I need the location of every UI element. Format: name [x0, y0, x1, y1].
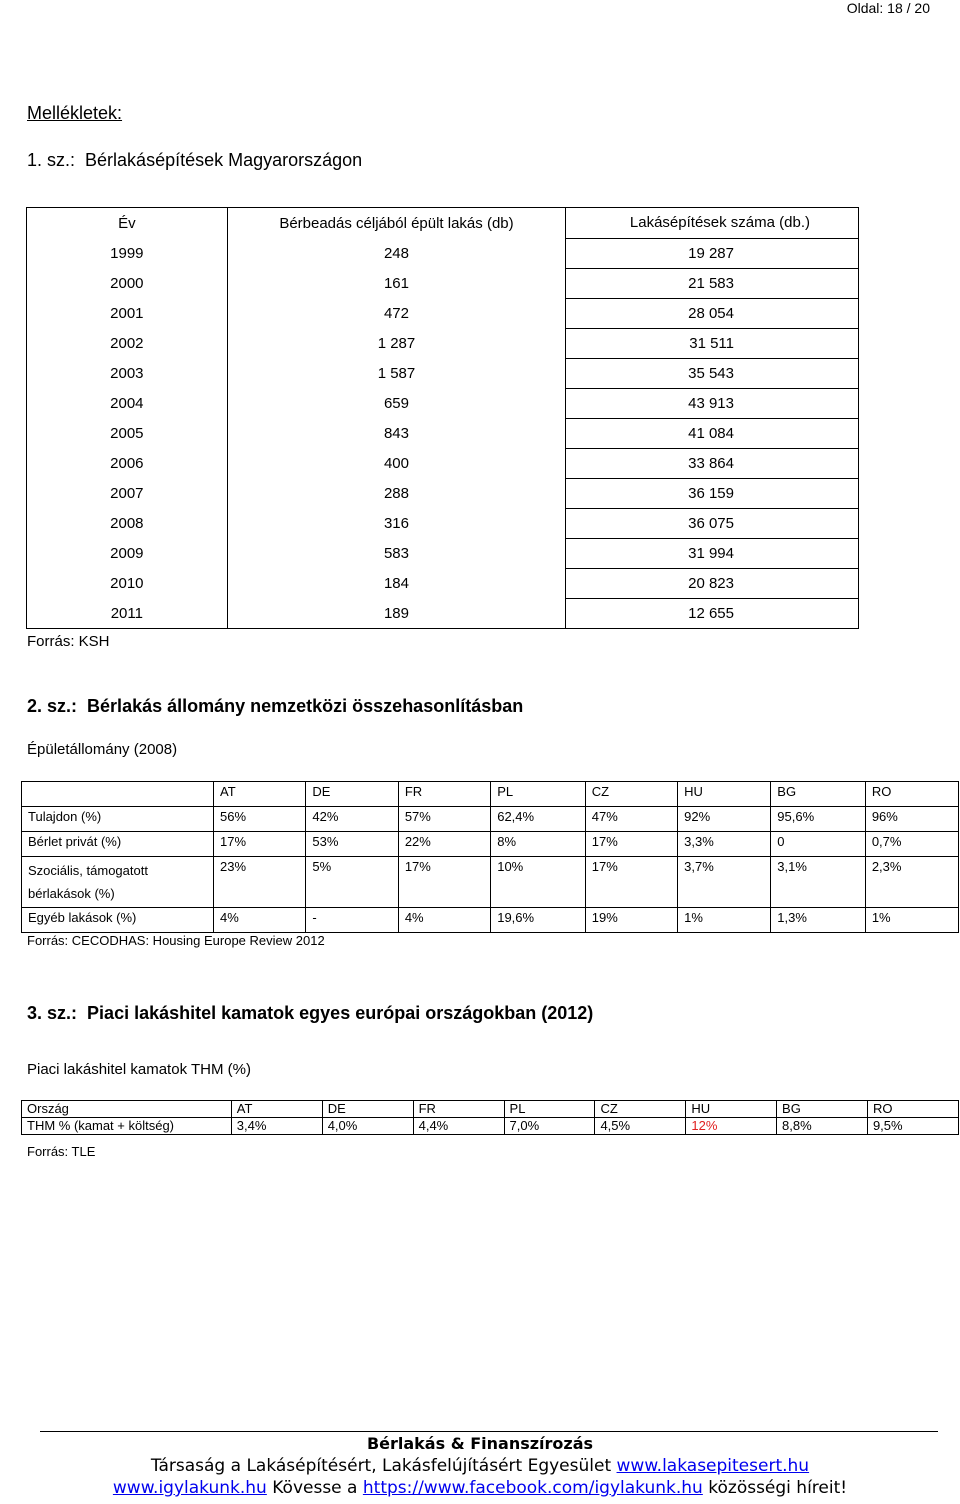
cell-total: 35 543	[566, 358, 859, 388]
cell-year: 1999	[27, 238, 228, 268]
cell-value: 92%	[678, 807, 771, 832]
cell-value: 17%	[585, 832, 677, 857]
header-rental-built: Bérbeadás céljából épült lakás (db)	[227, 208, 566, 239]
header-country: AT	[214, 782, 306, 807]
cell-value: 9,5%	[867, 1118, 958, 1135]
footer-org-title: Bérlakás & Finanszírozás	[366, 1434, 594, 1453]
header-year: Év	[27, 208, 228, 239]
header-country: FR	[398, 782, 490, 807]
footer-divider	[40, 1431, 938, 1432]
table-row	[27, 388, 859, 418]
header-total-built: Lakásépítések száma (db.)	[566, 208, 859, 239]
cell-total: 20 823	[566, 568, 859, 598]
cell-rental: 161	[227, 268, 566, 298]
cell-rental: 248	[227, 238, 566, 268]
header-country: BG	[771, 782, 866, 807]
cell-total: 31 994	[566, 538, 859, 568]
cell-total: 41 084	[566, 418, 859, 448]
row-label: Bérlet privát (%)	[22, 832, 214, 857]
cell-value: 0	[771, 832, 866, 857]
footer-line-3	[0, 1478, 960, 1498]
table-row	[22, 807, 959, 832]
footer-association-name: Társaság a Lakásépítésért, Lakásfelújításért Egyesület	[150, 1456, 612, 1476]
table-header-row	[22, 1101, 959, 1118]
cell-value-highlighted: 12%	[686, 1118, 777, 1135]
section-1-title: Bérlakásépítések Magyarországon	[85, 150, 363, 170]
cell-rental: 184	[227, 568, 566, 598]
source-ksh: Forrás: KSH	[27, 633, 110, 650]
source-cecodhas: Forrás: CECODHAS: Housing Europe Review 2012	[27, 933, 325, 948]
table-row	[22, 1118, 959, 1135]
cell-total: 19 287	[566, 238, 859, 268]
table-row	[27, 418, 859, 448]
cell-year: 2009	[27, 538, 228, 568]
cell-value: 3,4%	[231, 1118, 322, 1135]
cell-value: 19%	[585, 908, 677, 933]
table-row	[22, 908, 959, 933]
cell-value: 3,1%	[771, 857, 866, 908]
cell-value: 17%	[585, 857, 677, 908]
section-2-heading	[27, 696, 523, 717]
cell-total: 12 655	[566, 598, 859, 629]
table-row	[27, 538, 859, 568]
section-3-heading	[27, 1003, 593, 1024]
cell-value: 23%	[214, 857, 306, 908]
header-country: RO	[865, 782, 958, 807]
cell-year: 2010	[27, 568, 228, 598]
cell-rental: 288	[227, 478, 566, 508]
header-country: CZ	[585, 782, 677, 807]
cell-value: 62,4%	[491, 807, 586, 832]
cell-rental: 659	[227, 388, 566, 418]
cell-value: 96%	[865, 807, 958, 832]
cell-year: 2000	[27, 268, 228, 298]
cell-value: 19,6%	[491, 908, 586, 933]
section-2-number: 2. sz.:	[27, 696, 78, 716]
cell-year: 2006	[27, 448, 228, 478]
section-3-subtitle: Piaci lakáshitel kamatok THM (%)	[27, 1061, 251, 1078]
appendix-heading: Mellékletek:	[27, 103, 123, 123]
cell-rental: 1 587	[227, 358, 566, 388]
table-header-row	[27, 208, 859, 239]
cell-rental: 400	[227, 448, 566, 478]
row-label: Egyéb lakások (%)	[22, 908, 214, 933]
header-country-label: Ország	[22, 1101, 232, 1118]
cell-rental: 843	[227, 418, 566, 448]
table-row	[27, 238, 859, 268]
section-2-subtitle: Épületállomány (2008)	[27, 741, 178, 758]
section-1-number: 1. sz.:	[27, 150, 76, 170]
header-country: HU	[678, 782, 771, 807]
section-1-heading	[27, 150, 362, 171]
cell-year: 2003	[27, 358, 228, 388]
cell-year: 2008	[27, 508, 228, 538]
cell-value: 1%	[678, 908, 771, 933]
cell-year: 2004	[27, 388, 228, 418]
page-number: Oldal: 18 / 20	[846, 0, 930, 16]
cell-value: 2,3%	[865, 857, 958, 908]
header-country: DE	[322, 1101, 413, 1118]
table-row	[22, 832, 959, 857]
cell-value: 3,7%	[678, 857, 771, 908]
cell-value: 42%	[306, 807, 398, 832]
cell-value: 4%	[214, 908, 306, 933]
cell-year: 2002	[27, 328, 228, 358]
cell-value: 95,6%	[771, 807, 866, 832]
cell-total: 36 075	[566, 508, 859, 538]
cell-rental: 583	[227, 538, 566, 568]
section-3-title: Piaci lakáshitel kamatok egyes európai országokban (2012)	[87, 1003, 594, 1023]
source-tle: Forrás: TLE	[27, 1144, 96, 1159]
housing-stock-table	[21, 781, 959, 933]
header-country: FR	[413, 1101, 504, 1118]
cell-total: 28 054	[566, 298, 859, 328]
cell-value: 4,4%	[413, 1118, 504, 1135]
cell-year: 2011	[27, 598, 228, 629]
table-row	[27, 508, 859, 538]
cell-value: 47%	[585, 807, 677, 832]
table-row	[27, 448, 859, 478]
table-row	[27, 358, 859, 388]
header-country: RO	[867, 1101, 958, 1118]
row-label-text: Szociális, támogatott bérlakások (%)	[28, 863, 148, 901]
cell-rental: 1 287	[227, 328, 566, 358]
row-label: Tulajdon (%)	[22, 807, 214, 832]
table-header-row	[22, 782, 959, 807]
cell-value: 10%	[491, 857, 586, 908]
cell-rental: 189	[227, 598, 566, 629]
table-row	[27, 298, 859, 328]
cell-value: 4,5%	[595, 1118, 686, 1135]
section-3-number: 3. sz.:	[27, 1003, 78, 1023]
cell-value: 8,8%	[777, 1118, 868, 1135]
igylakunk-link[interactable]: www.igylakunk.hu	[112, 1478, 267, 1498]
header-country: PL	[491, 782, 586, 807]
header-country: BG	[777, 1101, 868, 1118]
table-row	[22, 857, 959, 908]
cell-rental: 472	[227, 298, 566, 328]
row-label: THM % (kamat + költség)	[22, 1118, 232, 1135]
facebook-link[interactable]: https://www.facebook.com/igylakunk.hu	[362, 1478, 703, 1498]
table-row	[27, 478, 859, 508]
table-row	[27, 568, 859, 598]
cell-total: 33 864	[566, 448, 859, 478]
cell-value: 3,3%	[678, 832, 771, 857]
cell-total: 21 583	[566, 268, 859, 298]
cell-value: 5%	[306, 857, 398, 908]
cell-value: 56%	[214, 807, 306, 832]
row-label	[22, 857, 214, 908]
cell-value: 1,3%	[771, 908, 866, 933]
cell-value: 17%	[214, 832, 306, 857]
cell-total: 43 913	[566, 388, 859, 418]
cell-value: 8%	[491, 832, 586, 857]
cell-value: 22%	[398, 832, 490, 857]
header-country: DE	[306, 782, 398, 807]
cell-rental: 316	[227, 508, 566, 538]
cell-total: 31 511	[566, 328, 859, 358]
header-country: HU	[686, 1101, 777, 1118]
cell-year: 2005	[27, 418, 228, 448]
table-row	[27, 598, 859, 629]
footer-line-2	[0, 1456, 960, 1476]
cell-value: -	[306, 908, 398, 933]
header-country: PL	[504, 1101, 595, 1118]
cell-year: 2007	[27, 478, 228, 508]
header-country: AT	[231, 1101, 322, 1118]
header-country: CZ	[595, 1101, 686, 1118]
cell-value: 57%	[398, 807, 490, 832]
rental-construction-table	[26, 207, 859, 629]
section-2-title: Bérlakás állomány nemzetközi összehasonlításban	[87, 696, 524, 716]
cell-year: 2001	[27, 298, 228, 328]
cell-value: 1%	[865, 908, 958, 933]
cell-value: 7,0%	[504, 1118, 595, 1135]
cell-value: 53%	[306, 832, 398, 857]
cell-value: 4,0%	[322, 1118, 413, 1135]
footer-community-text: közösségi híreit!	[708, 1478, 848, 1498]
cell-total: 36 159	[566, 478, 859, 508]
cell-value: 0,7%	[865, 832, 958, 857]
cell-value: 4%	[398, 908, 490, 933]
footer-follow-text: Kövesse a	[272, 1478, 358, 1498]
cell-value: 17%	[398, 857, 490, 908]
header-empty	[22, 782, 214, 807]
table-row	[27, 268, 859, 298]
table-row	[27, 328, 859, 358]
lakasepitesert-link[interactable]: www.lakasepitesert.hu	[616, 1456, 810, 1476]
mortgage-rate-table	[21, 1100, 959, 1135]
